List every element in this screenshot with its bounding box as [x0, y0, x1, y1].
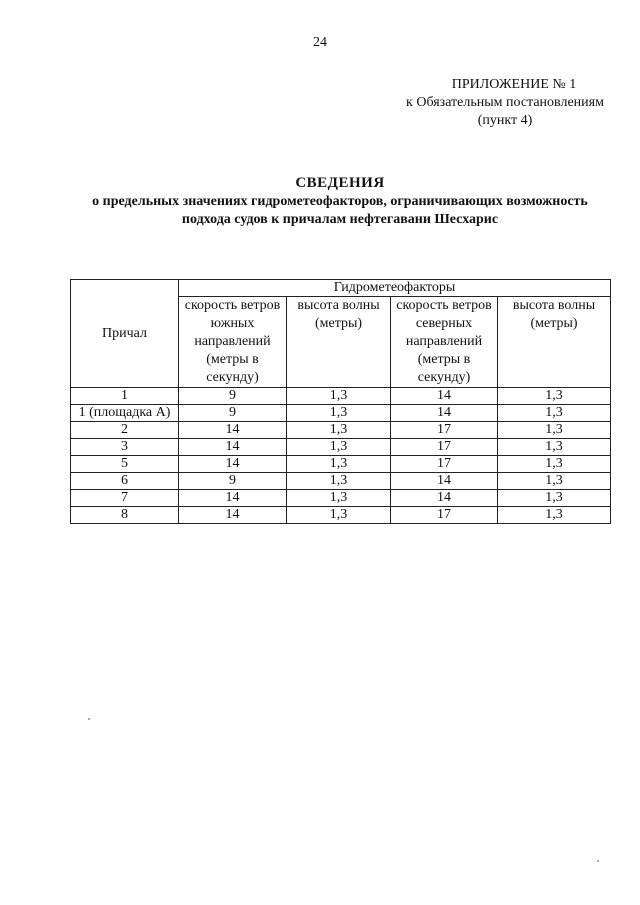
heading-title: СВЕДЕНИЯ [295, 175, 385, 191]
table-row [71, 405, 611, 422]
value-cell: 1,3 [498, 422, 611, 439]
value-cell: 9 [179, 388, 287, 405]
document-heading [40, 174, 640, 229]
table-body [71, 388, 611, 524]
value-cell: 1,3 [498, 405, 611, 422]
value-cell: 14 [179, 439, 287, 456]
pier-cell: 1 (площадка А) [71, 405, 179, 422]
value-cell: 1,3 [287, 473, 391, 490]
value-cell: 1,3 [287, 439, 391, 456]
value-cell: 14 [179, 456, 287, 473]
value-cell: 9 [179, 405, 287, 422]
heading-line-1: о предельных значениях гидрометеофакторов, ограничивающих возможность [92, 194, 588, 209]
value-cell: 14 [391, 473, 498, 490]
value-cell: 1,3 [498, 473, 611, 490]
column-header: скорость ветров южных направлений (метры в секунду) [179, 297, 287, 388]
value-cell: 1,3 [287, 490, 391, 507]
value-cell: 14 [391, 405, 498, 422]
table-row [71, 388, 611, 405]
pier-cell: 3 [71, 439, 179, 456]
group-header: Гидрометеофакторы [179, 280, 611, 297]
column-header: скорость ветров северных направлений (метры в секунду) [391, 297, 498, 388]
pier-cell: 7 [71, 490, 179, 507]
pier-cell: 2 [71, 422, 179, 439]
value-cell: 17 [391, 422, 498, 439]
value-cell: 1,3 [498, 439, 611, 456]
page-number: 24 [313, 35, 327, 50]
table-row [71, 439, 611, 456]
pier-cell: 8 [71, 507, 179, 524]
value-cell: 1,3 [287, 422, 391, 439]
value-cell: 17 [391, 507, 498, 524]
value-cell: 14 [179, 507, 287, 524]
value-cell: 17 [391, 439, 498, 456]
table-row [71, 490, 611, 507]
value-cell: 1,3 [498, 456, 611, 473]
value-cell: 14 [179, 422, 287, 439]
appendix-block [380, 76, 630, 130]
value-cell: 1,3 [498, 388, 611, 405]
table-row [71, 507, 611, 524]
column-header: высота волны (метры) [287, 297, 391, 388]
column-header: высота волны (метры) [498, 297, 611, 388]
value-cell: 1,3 [498, 490, 611, 507]
scan-speck [597, 860, 599, 862]
table-row [71, 422, 611, 439]
value-cell: 14 [391, 388, 498, 405]
scan-speck [88, 718, 90, 720]
value-cell: 1,3 [287, 456, 391, 473]
value-cell: 9 [179, 473, 287, 490]
heading-line-2: подхода судов к причалам нефтегавани Шесхарис [181, 212, 499, 227]
value-cell: 1,3 [287, 507, 391, 524]
table-row [71, 456, 611, 473]
pier-cell: 5 [71, 456, 179, 473]
appendix-title: ПРИЛОЖЕНИЕ № 1 [451, 77, 577, 92]
appendix-line-2: к Обязательным постановлениям [406, 95, 604, 110]
pier-cell: 6 [71, 473, 179, 490]
appendix-line-3: (пункт 4) [477, 113, 533, 128]
value-cell: 1,3 [287, 405, 391, 422]
pier-cell: 1 [71, 388, 179, 405]
value-cell: 14 [391, 490, 498, 507]
value-cell: 1,3 [287, 388, 391, 405]
pier-header: Причал [71, 280, 179, 388]
value-cell: 14 [179, 490, 287, 507]
hydromet-table [70, 279, 611, 524]
value-cell: 17 [391, 456, 498, 473]
value-cell: 1,3 [498, 507, 611, 524]
table-row [71, 473, 611, 490]
